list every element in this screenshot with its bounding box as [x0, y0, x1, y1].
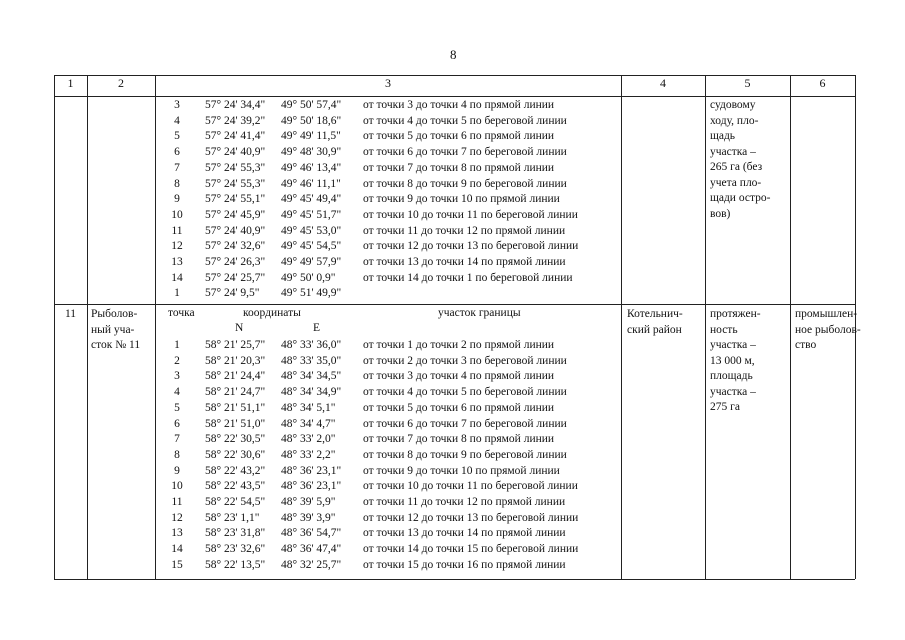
point-number: 6	[174, 417, 180, 430]
boundary-description: от точки 3 до точки 4 по прямой линии	[363, 99, 555, 111]
block2-purpose	[795, 307, 861, 354]
boundary-description: от точки 4 до точки 5 по береговой линии	[363, 114, 567, 127]
longitude: 48° 33' 2,2"	[281, 448, 336, 461]
subheader-north: N	[235, 322, 244, 334]
longitude: 48° 36' 23,1"	[281, 480, 342, 493]
point-number: 1	[174, 287, 180, 300]
point-number: 8	[174, 177, 180, 190]
block2-site-name	[91, 307, 140, 354]
latitude: 58° 22' 43,2"	[205, 464, 266, 477]
longitude: 49° 45' 51,7"	[281, 208, 342, 221]
text-line: 265 га (без	[710, 161, 763, 173]
point-number: 7	[174, 433, 180, 446]
point-number: 5	[174, 401, 180, 414]
col-border-left	[54, 75, 55, 579]
point-number: 3	[174, 370, 180, 383]
point-number: 13	[171, 256, 183, 268]
point-number: 12	[171, 511, 183, 524]
latitude: 58° 21' 51,1"	[205, 401, 266, 414]
header-col-1: 1	[67, 76, 74, 90]
subheader-boundary: участок границы	[438, 307, 521, 319]
latitude: 57° 24' 32,6"	[205, 240, 266, 253]
point-number: 4	[174, 386, 180, 399]
text-line: ный уча-	[91, 323, 135, 336]
text-line: 13 000 м,	[710, 354, 755, 367]
point-number: 4	[174, 114, 180, 127]
longitude: 48° 32' 25,7"	[281, 558, 342, 571]
header-col-6: 6	[819, 76, 826, 90]
longitude: 48° 33' 2,0"	[281, 433, 336, 446]
boundary-description: от точки 14 до точки 15 по береговой линии	[363, 543, 579, 556]
text-line: промышлен-	[795, 308, 858, 320]
row-separator	[54, 304, 855, 305]
header-col-2: 2	[118, 76, 124, 90]
point-number: 13	[171, 527, 183, 540]
block2-length-area	[710, 307, 761, 416]
boundary-description: от точки 10 до точки 11 по береговой линии	[363, 208, 578, 221]
point-number: 12	[171, 240, 183, 253]
longitude: 49° 50' 18,6"	[281, 114, 342, 127]
page-number: 8	[450, 47, 457, 62]
text-line: учета пло-	[710, 176, 762, 189]
boundary-description: от точки 4 до точки 5 по береговой линии	[363, 386, 567, 399]
col-border-2	[155, 75, 156, 579]
boundary-description: от точки 14 до точки 1 по береговой линии	[363, 271, 573, 284]
text-line: ность	[710, 323, 738, 336]
point-number: 7	[174, 161, 180, 174]
latitude: 57° 24' 9,5"	[205, 287, 260, 300]
longitude: 48° 34' 5,1"	[281, 401, 336, 414]
col-border-5	[790, 75, 791, 579]
text-line: вов)	[710, 207, 731, 220]
point-number: 14	[171, 543, 183, 556]
latitude: 58° 22' 30,6"	[205, 448, 266, 461]
boundary-description: от точки 9 до точки 10 по прямой линии	[363, 464, 560, 477]
point-number: 10	[171, 208, 183, 221]
text-line: площадь	[710, 370, 753, 382]
boundary-description: от точки 8 до точки 9 по береговой линии	[363, 448, 567, 461]
text-line: ходу, пло-	[710, 114, 759, 127]
latitude: 57° 24' 26,3"	[205, 256, 266, 268]
table-bottom-border	[54, 579, 855, 580]
boundary-description: от точки 5 до точки 6 по прямой линии	[363, 130, 555, 143]
latitude: 58° 22' 30,5"	[205, 433, 266, 446]
longitude: 49° 46' 13,4"	[281, 161, 342, 174]
latitude: 57° 24' 45,9"	[205, 208, 266, 221]
latitude: 57° 24' 55,3"	[205, 161, 266, 174]
longitude: 49° 45' 54,5"	[281, 240, 342, 253]
latitude: 58° 21' 51,0"	[205, 417, 266, 430]
text-line: щади остро-	[710, 192, 771, 204]
point-number: 10	[171, 480, 183, 493]
block2-number: 11	[64, 308, 77, 320]
text-line: участка –	[710, 145, 756, 158]
longitude: 49° 51' 49,9"	[281, 287, 342, 300]
text-line: ство	[795, 339, 817, 351]
col-border-4	[705, 75, 706, 579]
text-line: сток № 11	[91, 339, 141, 351]
longitude: 48° 33' 36,0"	[281, 339, 342, 351]
text-line: щадь	[710, 130, 736, 142]
point-number: 15	[171, 558, 183, 571]
latitude: 58° 22' 43,5"	[205, 480, 266, 493]
subheader-east: E	[313, 322, 321, 334]
longitude: 48° 39' 3,9"	[281, 511, 336, 524]
longitude: 49° 45' 53,0"	[281, 224, 342, 237]
header-col-5: 5	[744, 76, 751, 90]
col-border-3	[621, 75, 622, 579]
longitude: 48° 36' 47,4"	[281, 543, 342, 556]
boundary-description: от точки 5 до точки 6 по прямой линии	[363, 401, 555, 414]
latitude: 57° 24' 39,2"	[205, 114, 266, 127]
point-number: 11	[171, 496, 183, 508]
longitude: 49° 49' 11,5"	[281, 130, 341, 143]
text-line: ский район	[627, 323, 682, 336]
latitude: 57° 24' 55,1"	[205, 193, 266, 206]
latitude: 58° 23' 32,6"	[205, 543, 266, 556]
boundary-description: от точки 13 до точки 14 по прямой линии	[363, 256, 566, 268]
latitude: 57° 24' 41,4"	[205, 130, 266, 143]
header-bottom-border	[54, 96, 855, 97]
longitude: 49° 49' 57,9"	[281, 256, 342, 268]
boundary-description: от точки 1 до точки 2 по прямой линии	[363, 339, 555, 351]
block2-district	[627, 307, 683, 338]
text-line: Рыболов-	[91, 308, 138, 320]
longitude: 49° 46' 11,1"	[281, 177, 341, 190]
latitude: 57° 24' 40,9"	[205, 224, 266, 237]
longitude: 48° 36' 23,1"	[281, 464, 342, 477]
subheader-coordinates: координаты	[243, 307, 301, 319]
point-number: 3	[174, 99, 180, 111]
boundary-description: от точки 7 до точки 8 по прямой линии	[363, 161, 555, 174]
longitude: 49° 45' 49,4"	[281, 193, 342, 206]
longitude: 48° 34' 34,5"	[281, 370, 342, 383]
text-line: участка –	[710, 385, 756, 398]
longitude: 48° 34' 4,7"	[281, 417, 336, 430]
longitude: 48° 34' 34,9"	[281, 386, 342, 399]
boundary-description: от точки 15 до точки 16 по прямой линии	[363, 558, 566, 571]
point-number: 5	[174, 130, 180, 143]
point-number: 1	[174, 339, 180, 351]
longitude: 48° 36' 54,7"	[281, 527, 342, 540]
block1-area-note	[710, 98, 770, 222]
boundary-description: от точки 8 до точки 9 по береговой линии	[363, 177, 567, 190]
latitude: 58° 21' 24,7"	[205, 386, 266, 399]
header-col-3: 3	[385, 76, 391, 90]
latitude: 58° 22' 54,5"	[205, 496, 266, 508]
col-border-1	[87, 75, 88, 579]
latitude: 58° 21' 20,3"	[205, 354, 266, 367]
latitude: 57° 24' 25,7"	[205, 271, 266, 284]
longitude: 49° 50' 0,9"	[281, 271, 336, 284]
text-line: участка –	[710, 339, 756, 351]
point-number: 9	[174, 464, 180, 477]
point-number: 11	[171, 224, 183, 237]
boundary-description: от точки 13 до точки 14 по прямой линии	[363, 527, 566, 540]
subheader-point: точка	[168, 307, 195, 319]
point-number: 14	[171, 271, 183, 284]
point-number: 9	[174, 193, 180, 206]
header-col-4: 4	[660, 76, 666, 90]
boundary-description: от точки 12 до точки 13 по береговой линии	[363, 240, 579, 253]
latitude: 57° 24' 34,4"	[205, 99, 266, 111]
point-number: 6	[174, 146, 180, 159]
boundary-description: от точки 9 до точки 10 по прямой линии	[363, 193, 560, 206]
text-line: ное рыболов-	[795, 323, 861, 336]
boundary-description: от точки 3 до точки 4 по прямой линии	[363, 370, 555, 383]
boundary-description: от точки 11 до точки 12 по прямой линии	[363, 496, 566, 508]
point-number: 2	[174, 354, 180, 367]
boundary-description: от точки 6 до точки 7 по береговой линии	[363, 146, 567, 159]
boundary-description: от точки 11 до точки 12 по прямой линии	[363, 224, 566, 237]
text-line: судовому	[710, 99, 756, 111]
latitude: 57° 24' 55,3"	[205, 177, 266, 190]
latitude: 58° 22' 13,5"	[205, 558, 266, 571]
longitude: 49° 50' 57,4"	[281, 99, 342, 111]
latitude: 58° 23' 1,1"	[205, 511, 260, 524]
boundary-description: от точки 6 до точки 7 по береговой линии	[363, 417, 567, 430]
point-number: 8	[174, 448, 180, 461]
latitude: 58° 21' 24,4"	[205, 370, 266, 383]
longitude: 48° 33' 35,0"	[281, 354, 342, 367]
boundary-description: от точки 12 до точки 13 по береговой линии	[363, 511, 579, 524]
boundary-description: от точки 2 до точки 3 по береговой линии	[363, 354, 567, 367]
text-line: Котельнич-	[627, 308, 683, 320]
text-line: протяжен-	[710, 308, 761, 320]
boundary-description: от точки 7 до точки 8 по прямой линии	[363, 433, 555, 446]
text-line: 275 га	[710, 401, 740, 413]
longitude: 49° 48' 30,9"	[281, 146, 342, 159]
latitude: 57° 24' 40,9"	[205, 146, 266, 159]
latitude: 58° 23' 31,8"	[205, 527, 266, 540]
longitude: 48° 39' 5,9"	[281, 496, 336, 508]
boundary-description: от точки 10 до точки 11 по береговой линии	[363, 480, 578, 493]
latitude: 58° 21' 25,7"	[205, 339, 266, 351]
